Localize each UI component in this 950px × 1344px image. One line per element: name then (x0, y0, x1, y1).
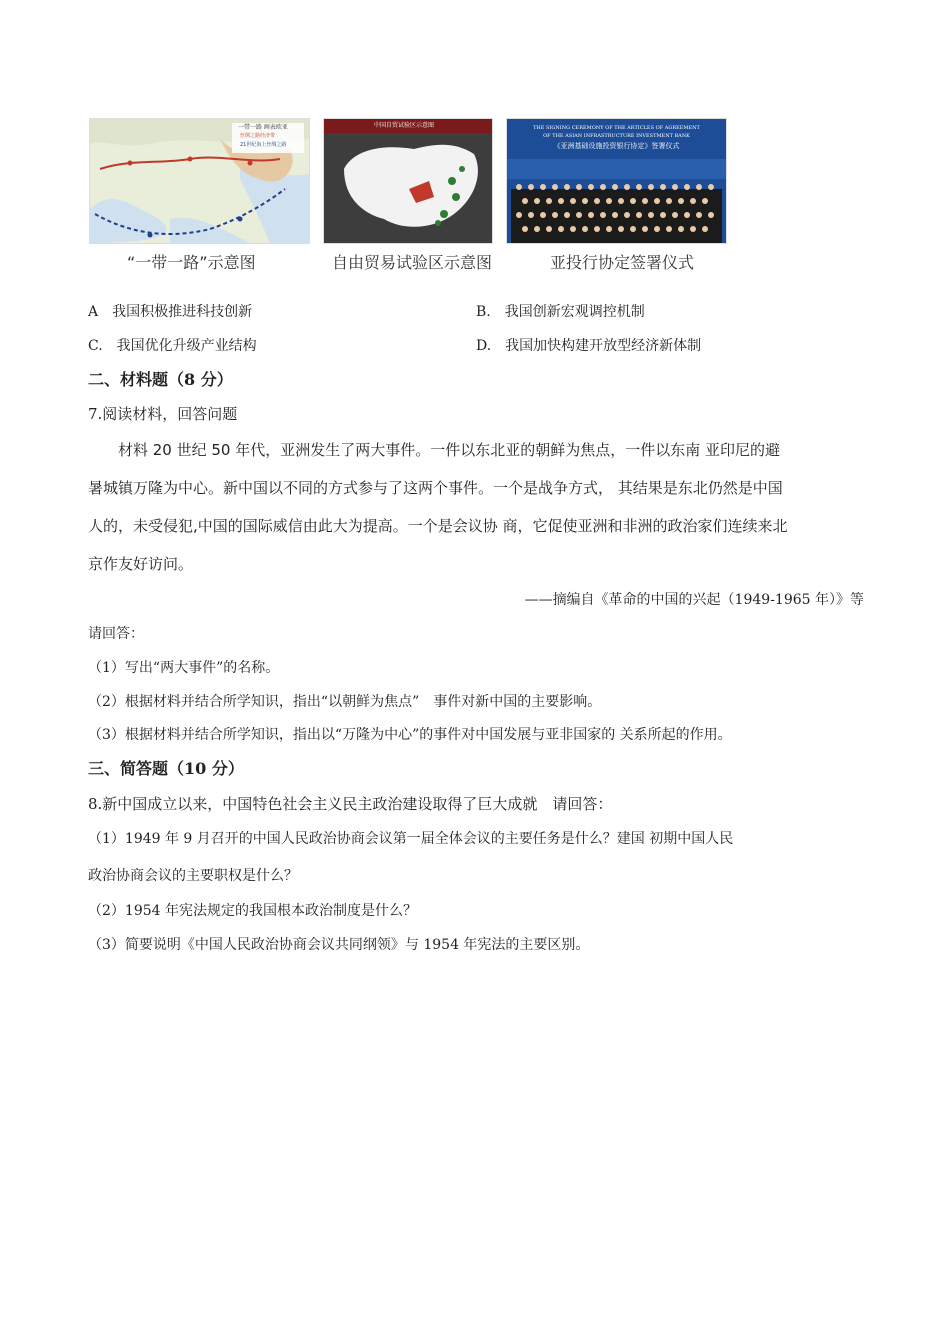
belt-and-road-inner-title: 一带一路 画表欧亚 (238, 124, 288, 131)
free-trade-zone-caption: 自由贸易试验区示意图 (332, 253, 493, 272)
question-8-sub-3: （3）简要说明《中国人民政治协商会议共同纲领》与 1954 年宪法的主要区别。 (88, 937, 590, 953)
question-7-sub-3: （3）根据材料并结合所学知识，指出以“万隆为中心”的事件对中国发展与亚非国家的 关系所起的作用。 (88, 727, 732, 743)
section-3-heading: 三、简答题（10 分） (88, 759, 244, 778)
belt-and-road-map-image (89, 118, 310, 244)
question-7-sub-2: （2）根据材料并结合所学知识，指出“以朝鲜为焦点” 事件对新中国的主要影响。 (88, 694, 602, 710)
option-d: D. 我国加快构建开放型经济新体制 (476, 338, 702, 354)
material-line-3: 人的，未受侵犯,中国的国际威信由此大为提高。一个是会议协 商，它促使亚洲和非洲的政治家们连续来北 (88, 517, 788, 535)
free-trade-zone-map-image (323, 118, 493, 244)
question-7-material (88, 431, 868, 583)
question-8-sub-1-line-2: 政治协商会议的主要职权是什么？ (88, 868, 298, 884)
aiib-inner-title-line3: 《亚洲基础设施投资银行协定》签署仪式 (553, 142, 680, 150)
question-8-sub-1-line-1: （1）1949 年 9 月召开的中国人民政治协商会议第一届全体会议的主要任务是什么？建国 初期中国人民 (88, 831, 734, 847)
option-b: B. 我国创新宏观调控机制 (476, 304, 645, 320)
belt-and-road-legend-sea: 21世纪海上丝绸之路 (240, 142, 287, 148)
material-line-1: 材料 20 世纪 50 年代，亚洲发生了两大事件。一件以东北亚的朝鲜为焦点，一件以东南 亚印尼的避 (118, 441, 781, 459)
material-source: ——摘编自《革命的中国的兴起（1949-1965 年）》等 (524, 592, 864, 608)
option-c: C. 我国优化升级产业结构 (88, 338, 257, 354)
question-8-stem: 8.新中国成立以来，中国特色社会主义民主政治建设取得了巨大成就 请回答： (88, 795, 613, 813)
free-trade-zone-inner-title: 中国自贸试验区示意图 (374, 122, 435, 129)
belt-and-road-map-graphic (90, 119, 309, 243)
question-7-sub-1: （1）写出“两大事件”的名称。 (88, 660, 280, 676)
aiib-signing-caption: 亚投行协定签署仪式 (550, 253, 695, 272)
aiib-signing-photo-image (506, 118, 727, 244)
section-2-heading: 二、材料题（8 分） (88, 370, 233, 389)
free-trade-zone-map-graphic (324, 119, 492, 243)
option-a: A 我国积极推进科技创新 (88, 304, 253, 320)
material-line-2: 暑城镇万隆为中心。新中国以不同的方式参与了这两个事件。一个是战争方式， 其结果是东北仍然是中国 (88, 479, 783, 497)
material-line-4: 京作友好访问。 (88, 555, 194, 573)
question-7-stem: 7.阅读材料，回答问题 (88, 405, 238, 423)
aiib-inner-title-line2: OF THE ASIAN INFRASTRUCTURE INVESTMENT BANK (543, 133, 690, 139)
question-8-sub-2: （2）1954 年宪法规定的我国根本政治制度是什么？ (88, 903, 417, 919)
belt-and-road-caption: “一带一路”示意图 (127, 253, 256, 272)
belt-and-road-legend-land: 丝绸之路经济带 (240, 133, 276, 139)
question-7-prompt: 请回答： (88, 626, 144, 642)
aiib-inner-title-line1: THE SIGNING CEREMONY OF THE ARTICLES OF AGREEMENT (533, 125, 700, 131)
